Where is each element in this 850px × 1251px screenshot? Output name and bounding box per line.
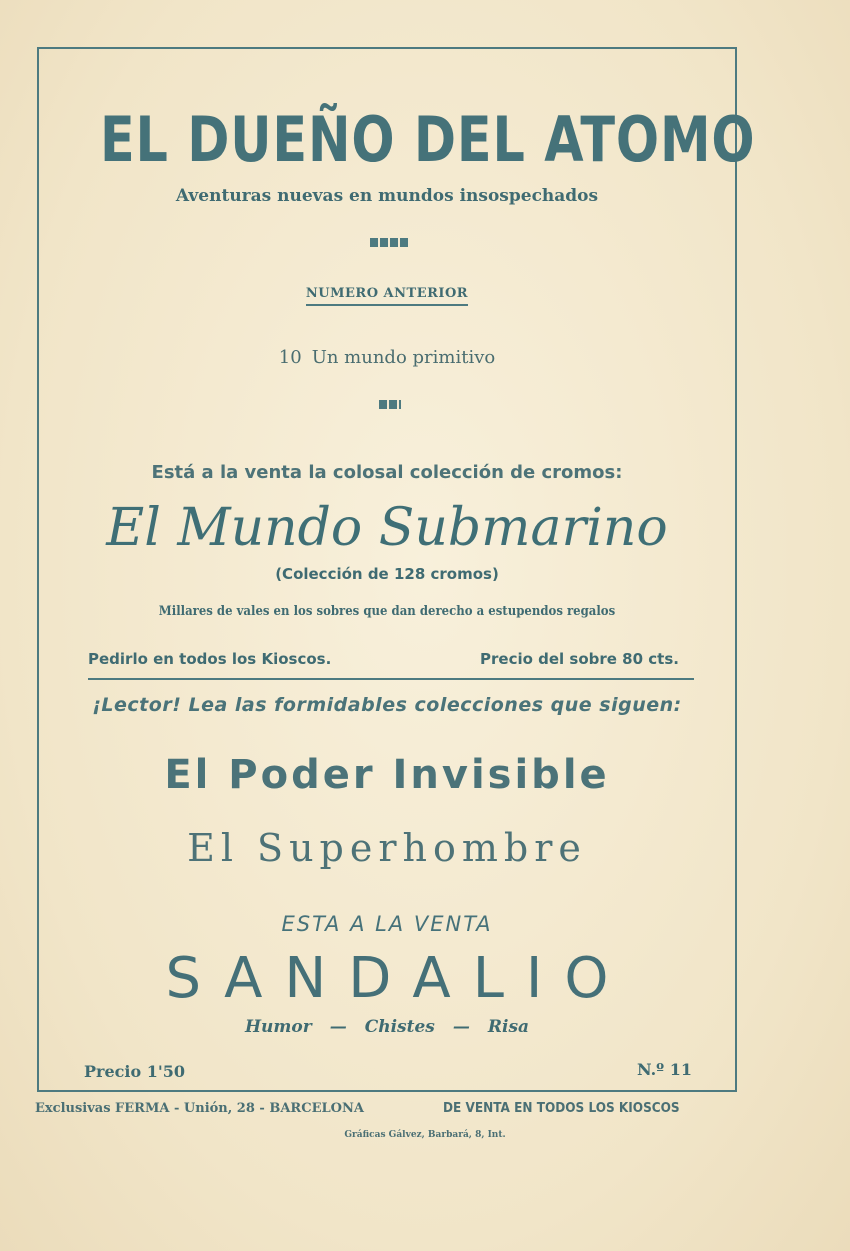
sandalio-tags xyxy=(37,1017,737,1037)
issue-number: N.º 11 xyxy=(637,1060,693,1079)
ornament-divider-small xyxy=(379,400,401,409)
series-title-1: El Poder Invisible xyxy=(164,752,610,798)
sale-line: DE VENTA EN TODOS LOS KIOSCOS xyxy=(443,1101,680,1116)
collection-note: (Colección de 128 cromos) xyxy=(275,565,499,583)
issue-price: Precio 1'50 xyxy=(84,1062,185,1081)
previous-issue xyxy=(37,347,737,368)
tag-separator: — xyxy=(452,1017,470,1037)
tag-chistes: Chistes xyxy=(364,1017,435,1037)
previous-issue-name: Un mundo primitivo xyxy=(311,347,496,368)
ornament-divider xyxy=(370,238,410,247)
sandalio-intro: ESTA A LA VENTA xyxy=(281,912,493,936)
sandalio-title: SANDALIO xyxy=(165,946,631,1011)
printer-credit: Gráficas Gálvez, Barbará, 8, Int. xyxy=(344,1130,506,1140)
previous-issue-heading: NUMERO ANTERIOR xyxy=(37,286,737,301)
vouchers-note: Millares de vales en los sobres que dan derecho a estupendos regalos xyxy=(158,604,616,619)
series-title-2: El Superhombre xyxy=(187,826,587,870)
page-title: EL DUEÑO DEL ATOMO xyxy=(100,103,756,176)
ask-at-kiosks: Pedirlo en todos los Kioscos. xyxy=(88,650,332,668)
tag-humor: Humor xyxy=(244,1017,312,1037)
distributor-line: Exclusivas FERMA - Unión, 28 - BARCELONA xyxy=(35,1101,364,1116)
divider-rule xyxy=(88,678,694,680)
envelope-price: Precio del sobre 80 cts. xyxy=(480,650,679,668)
previous-issue-number: 10 xyxy=(278,347,302,368)
tag-separator: — xyxy=(329,1017,347,1037)
promo-announcement: Está a la venta la colosal colección de cromos: xyxy=(151,462,623,483)
collection-title: El Mundo Submarino xyxy=(106,498,668,558)
tag-risa: Risa xyxy=(487,1017,530,1037)
subtitle: Aventuras nuevas en mundos insospechados xyxy=(175,186,599,206)
reader-line: ¡Lector! Lea las formidables colecciones que siguen: xyxy=(92,694,682,716)
